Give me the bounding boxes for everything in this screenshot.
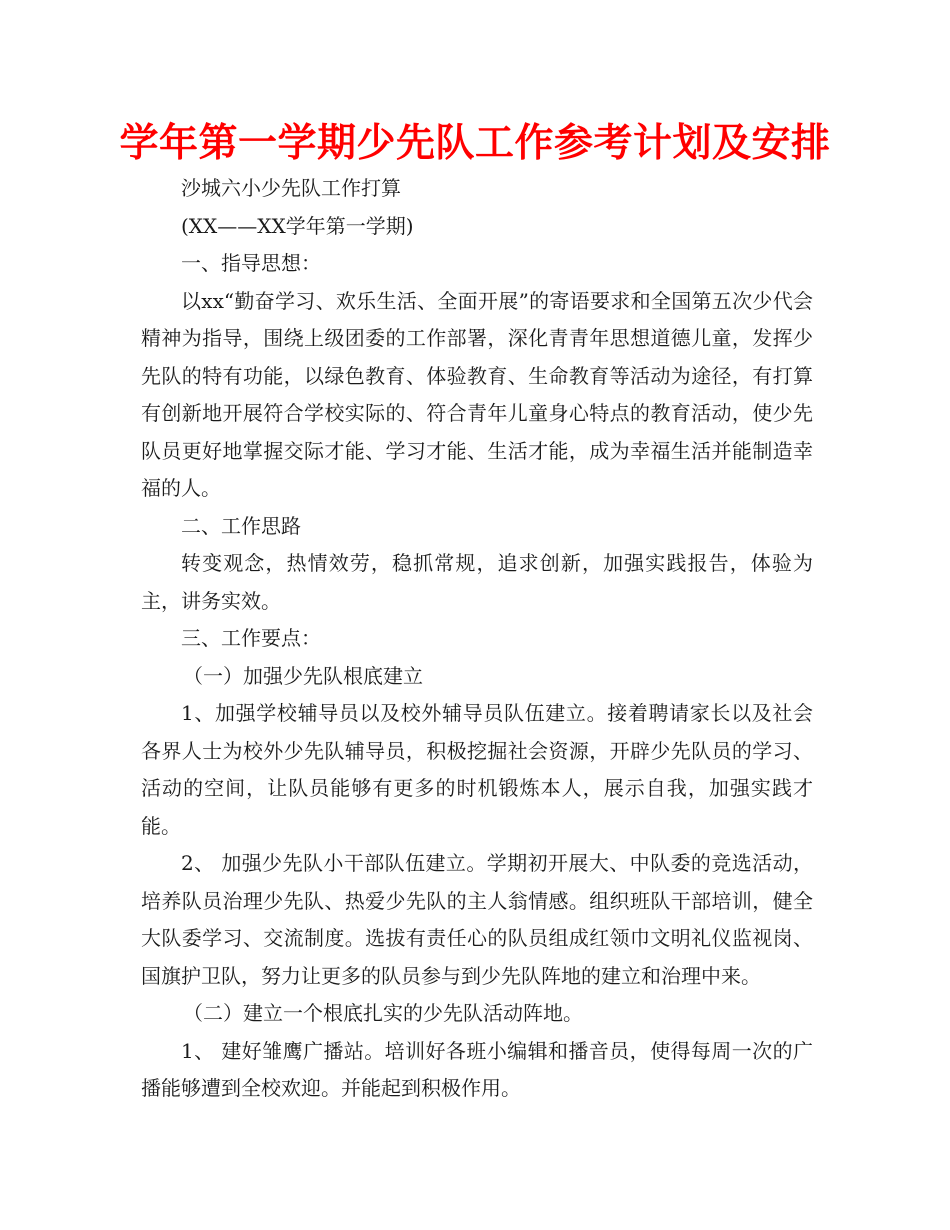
subsection-heading-1: （一）加强少先队根底建立 xyxy=(183,663,423,688)
document-title: 学年第一学期少先队工作参考计划及安排 xyxy=(119,121,831,166)
paragraph-item-1: 1、加强学校辅导员以及校外辅导员队伍建立。接着聘请家长以及社会各界人士为校外少先队辅导员，积极挖掘社会资源，开辟少先队员的学习、活动的空间，让队员能够有更多的时机锻炼本人，展示自我，加强实践才能。 xyxy=(141,701,813,838)
subsection-heading-2: （二）建立一个根底扎实的少先队活动阵地。 xyxy=(183,1001,583,1025)
paragraph-item-2: 2、 加强少先队小干部队伍建立。学期初开展大、中队委的竞选活动，培养队员治理少先队、热爱少先队的主人翁情感。组织班队干部培训，健全大队委学习、交流制度。选拔有责任心的队员组成红领巾文明礼仪监视岗、国旗护卫队，努力让更多的队员参与到少先队阵地的建立和治理中来。 xyxy=(141,851,813,988)
section-heading-guiding-thought: 一、指导思想： xyxy=(181,251,321,275)
paragraph-item-3: 1、 建好雏鹰广播站。培训好各班小编辑和播音员，使得每周一次的广播能够遭到全校欢迎。并能起到积极作用。 xyxy=(141,1038,813,1100)
section-heading-work-points: 三、工作要点： xyxy=(181,626,321,650)
plan-heading: 沙城六小少先队工作打算 xyxy=(181,176,401,200)
document-body xyxy=(141,170,813,1108)
section-heading-work-ideas: 二、工作思路 xyxy=(181,513,301,538)
school-year-line: (XX——XX学年第一学期) xyxy=(181,213,414,238)
paragraph-work-ideas: 转变观念，热情效劳，稳抓常规，追求创新，加强实践报告，体验为主，讲务实效。 xyxy=(141,551,813,613)
paragraph-guiding-thought: 以xx“勤奋学习、欢乐生活、全面开展”的寄语要求和全国第五次少代会精神为指导，围绕上级团委的工作部署，深化青青年思想道德儿童，发挥少先队的特有功能，以绿色教育、体验教育、生命教育等活动为途径，有打算有创新地开展符合学校实际的、符合青年儿童身心特点的教育活动，使少先队员更好地掌握交际才能、学习才能、生活才能，成为幸福生活并能制造幸福的人。 xyxy=(141,288,813,500)
